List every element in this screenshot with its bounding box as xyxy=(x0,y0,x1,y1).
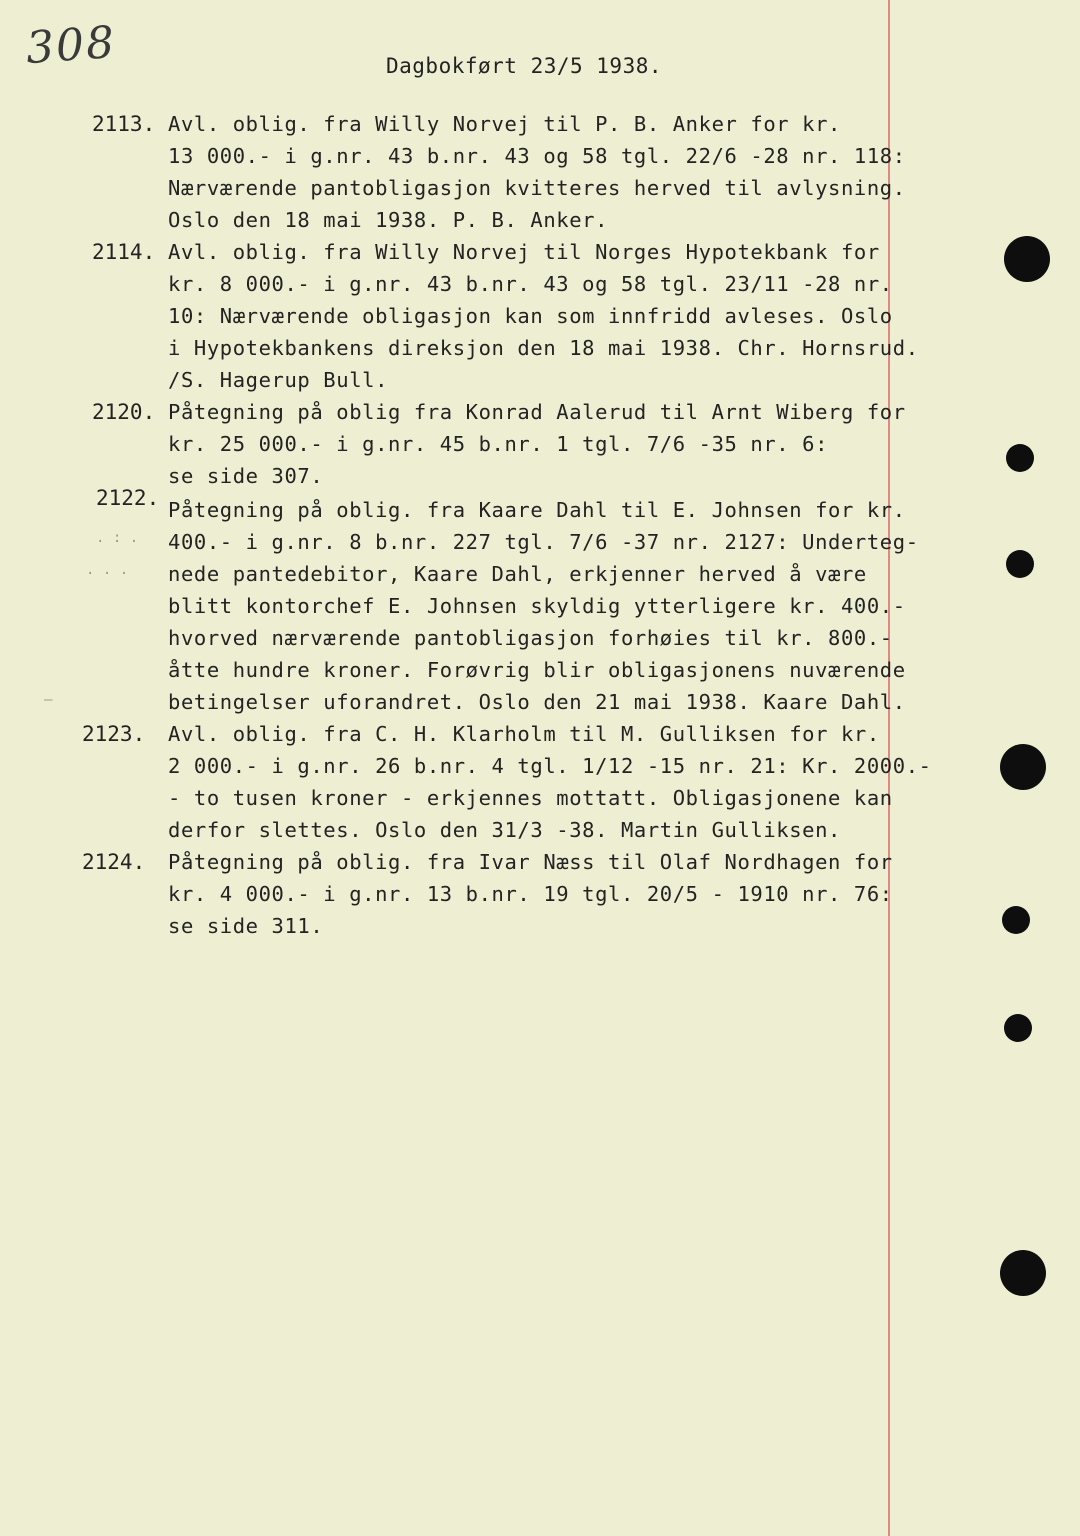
bleed-through-mark: · · · xyxy=(86,566,129,582)
entry-number: 2122. xyxy=(96,486,160,510)
entry-line: Avl. oblig. fra Willy Norvej til Norges Hypotekbank for xyxy=(168,240,880,264)
entry-number: 2123. xyxy=(82,722,146,746)
binder-hole xyxy=(1000,744,1046,790)
entry-line: kr. 25 000.- i g.nr. 45 b.nr. 1 tgl. 7/6 -35 nr. 6: xyxy=(168,432,829,456)
entry-line: 10: Nærværende obligasjon kan som innfridd avleses. Oslo xyxy=(168,304,893,328)
entry-line: Avl. oblig. fra Willy Norvej til P. B. Anker for kr. xyxy=(168,112,841,136)
entry-number: 2120. xyxy=(92,400,156,424)
page-header: Dagbokført 23/5 1938. xyxy=(386,54,663,78)
entry-number: 2114. xyxy=(92,240,156,264)
entry-line: 2 000.- i g.nr. 26 b.nr. 4 tgl. 1/12 -15 nr. 21: Kr. 2000.- xyxy=(168,754,932,778)
entry-line: - to tusen kroner - erkjennes mottatt. Obligasjonene kan xyxy=(168,786,893,810)
binder-hole xyxy=(1006,550,1034,578)
entry-line: se side 307. xyxy=(168,464,324,488)
entry-line: Påtegning på oblig. fra Ivar Næss til Olaf Nordhagen for xyxy=(168,850,893,874)
entry-line: Oslo den 18 mai 1938. P. B. Anker. xyxy=(168,208,609,232)
entry-line: i Hypotekbankens direksjon den 18 mai 1938. Chr. Hornsrud. xyxy=(168,336,919,360)
entry-line: Avl. oblig. fra C. H. Klarholm til M. Gulliksen for kr. xyxy=(168,722,880,746)
entry-line: 13 000.- i g.nr. 43 b.nr. 43 og 58 tgl. 22/6 -28 nr. 118: xyxy=(168,144,906,168)
entry-number: 2113. xyxy=(92,112,156,136)
binder-hole xyxy=(1004,1014,1032,1042)
entry-line: Nærværende pantobligasjon kvitteres herved til avlysning. xyxy=(168,176,906,200)
bleed-through-mark: — xyxy=(44,692,53,708)
entry-line: Påtegning på oblig. fra Kaare Dahl til E. Johnsen for kr. xyxy=(168,498,906,522)
entry-line: blitt kontorchef E. Johnsen skyldig ytterligere kr. 400.- xyxy=(168,594,906,618)
handwritten-page-number: 308 xyxy=(24,16,118,75)
binder-hole xyxy=(1000,1250,1046,1296)
entry-line: Påtegning på oblig fra Konrad Aalerud til Arnt Wiberg for xyxy=(168,400,906,424)
bleed-through-mark: . : . xyxy=(96,530,139,546)
entry-line: /S. Hagerup Bull. xyxy=(168,368,389,392)
entry-line: 400.- i g.nr. 8 b.nr. 227 tgl. 7/6 -37 nr. 2127: Underteg- xyxy=(168,530,919,554)
binder-hole xyxy=(1004,236,1050,282)
entry-line: nede pantedebitor, Kaare Dahl, erkjenner herved å være xyxy=(168,562,867,586)
entry-line: derfor slettes. Oslo den 31/3 -38. Martin Gulliksen. xyxy=(168,818,841,842)
entry-line: se side 311. xyxy=(168,914,324,938)
entry-line: kr. 8 000.- i g.nr. 43 b.nr. 43 og 58 tgl. 23/11 -28 nr. xyxy=(168,272,893,296)
entry-line: hvorved nærværende pantobligasjon forhøies til kr. 800.- xyxy=(168,626,893,650)
entry-line: kr. 4 000.- i g.nr. 13 b.nr. 19 tgl. 20/5 - 1910 nr. 76: xyxy=(168,882,893,906)
entry-line: betingelser uforandret. Oslo den 21 mai 1938. Kaare Dahl. xyxy=(168,690,906,714)
binder-hole xyxy=(1006,444,1034,472)
entry-number: 2124. xyxy=(82,850,146,874)
entry-line: åtte hundre kroner. Forøvrig blir obligasjonens nuværende xyxy=(168,658,906,682)
binder-hole xyxy=(1002,906,1030,934)
